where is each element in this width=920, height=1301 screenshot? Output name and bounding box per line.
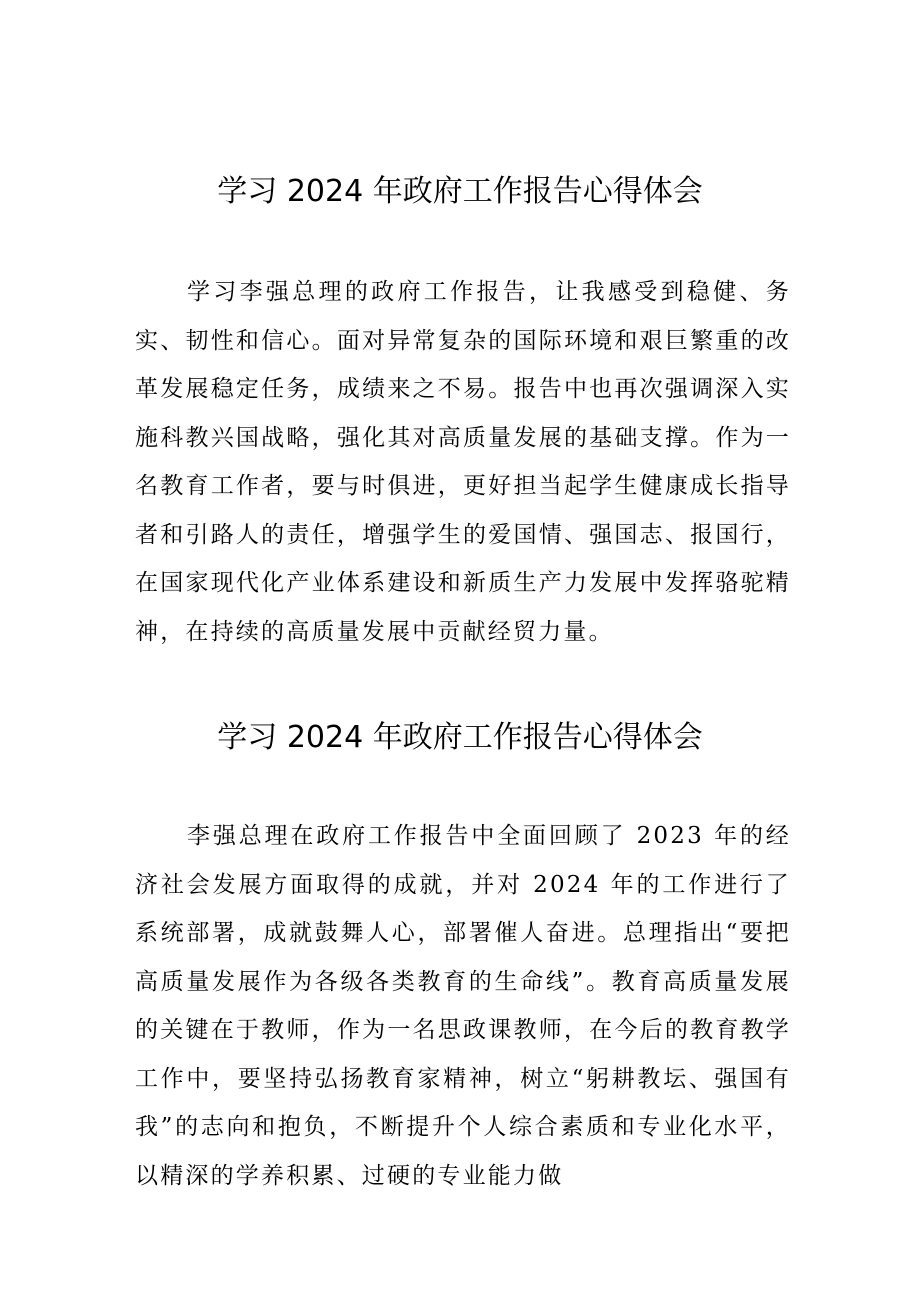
- section-title-1: 学习 2024 年政府工作报告心得体会: [217, 174, 703, 209]
- section-body-2: 李强总理在政府工作报告中全面回顾了 2023 年的经济社会发展方面取得的成就，并对 2024 年的工作进行了系统部署，成就鼓舞人心，部署催人奋进。总理指出“要把高质量发展作为各级各类教育的生命线”。教育高质量发展的关键在于教师，作为一名思政课教师，在今后的教育教学工作中，要坚持弘扬教育家精神，树立“躬耕教坛、强国有我”的志向和抱负，不断提升个人综合素质和专业化水平，以精深的学养积累、过硬的专业能力做: [135, 823, 791, 1189]
- section-title-2: 学习 2024 年政府工作报告心得体会: [217, 720, 703, 755]
- section-body-1: 学习李强总理的政府工作报告，让我感受到稳健、务实、韧性和信心。面对异常复杂的国际环境和艰巨繁重的改革发展稳定任务，成绩来之不易。报告中也再次强调深入实施科教兴国战略，强化其对高质量发展的基础支撑。作为一名教育工作者，要与时俱进，更好担当起学生健康成长指导者和引路人的责任，增强学生的爱国情、强国志、报国行，在国家现代化产业体系建设和新质生产力发展中发挥骆驼精神，在持续的高质量发展中贡献经贸力量。: [135, 279, 791, 645]
